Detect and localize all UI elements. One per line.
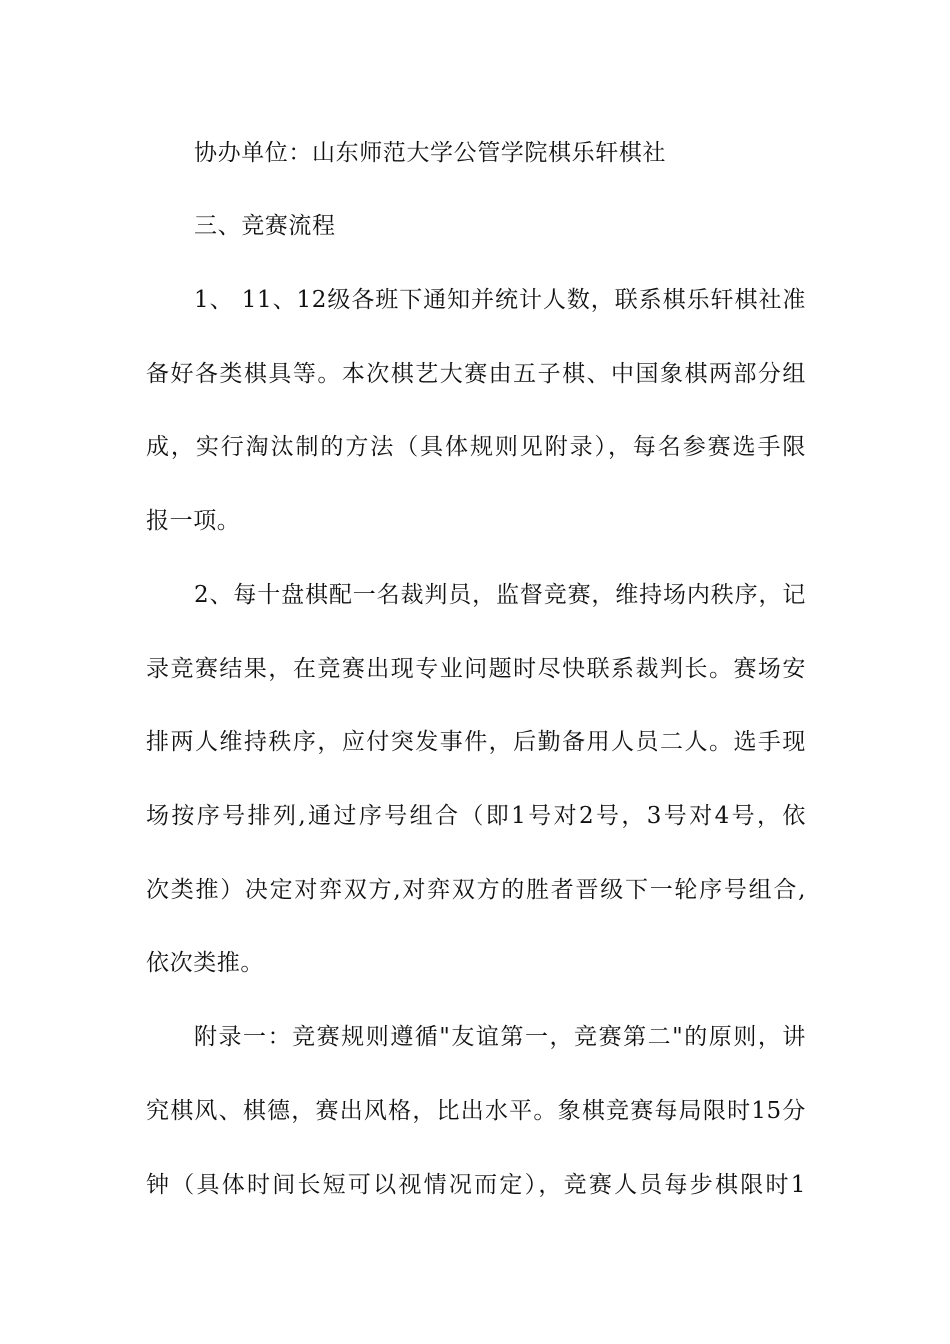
paragraph-1-line-2: 备好各类棋具等。本次棋艺大赛由五子棋、中国象棋两部分组 <box>146 361 806 387</box>
paragraph-2-line-1: 2、每十盘棋配一名裁判员，监督竞赛，维持场内秩序，记 <box>194 582 806 608</box>
paragraph-2-line-3: 排两人维持秩序，应付突发事件，后勤备用人员二人。选手现 <box>146 729 806 755</box>
appendix-line-3: 钟（具体时间长短可以视情况而定），竞赛人员每步棋限时1 <box>146 1172 806 1198</box>
paragraph-2-line-4: 场按序号排列,通过序号组合（即1号对2号，3号对4号，依 <box>146 803 806 829</box>
paragraph-1-line-1: 1、 11、12级各班下通知并统计人数，联系棋乐轩棋社准 <box>194 287 806 313</box>
paragraph-2-line-5: 次类推）决定对弈双方,对弈双方的胜者晋级下一轮序号组合, <box>146 877 806 903</box>
paragraph-1-line-3: 成，实行淘汰制的方法（具体规则见附录），每名参赛选手限 <box>146 434 806 460</box>
co-organizer-line: 协办单位：山东师范大学公管学院棋乐轩棋社 <box>194 140 666 166</box>
paragraph-2-line-6: 依次类推。 <box>146 950 264 976</box>
section-heading: 三、竞赛流程 <box>194 213 336 239</box>
paragraph-1-line-4: 报一项。 <box>146 508 241 534</box>
appendix-line-2: 究棋风、棋德，赛出风格，比出水平。象棋竞赛每局限时15分 <box>146 1098 806 1124</box>
appendix-line-1: 附录一：竞赛规则遵循"友谊第一，竞赛第二"的原则，讲 <box>194 1024 806 1050</box>
paragraph-2-line-2: 录竞赛结果，在竞赛出现专业问题时尽快联系裁判长。赛场安 <box>146 656 806 682</box>
